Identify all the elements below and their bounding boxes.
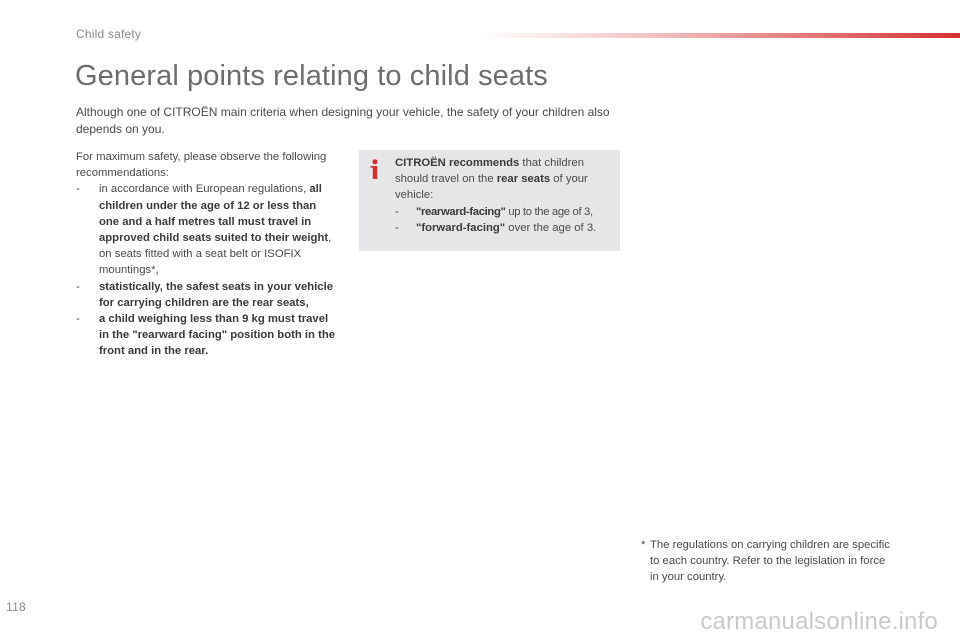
- footnote-text: The regulations on carrying children are specific to each country. Refer to the legislation in force in your country.: [650, 539, 890, 584]
- list-dash: -: [395, 221, 399, 234]
- list-item-bold: "rearward-facing": [416, 205, 506, 218]
- list-item: [395, 204, 617, 220]
- list-item-bold: all children under the age of 12 or less than one and a half metres tall must travel in approved child seats suited to their weight: [99, 183, 329, 245]
- list-item: [76, 279, 338, 311]
- list-dash: -: [76, 280, 80, 293]
- list-item-bold: statistically, the safest seats in your vehicle for carrying children are the rear seats,: [99, 280, 333, 309]
- list-item: [76, 181, 338, 278]
- watermark: carmanualsonline.info: [700, 608, 938, 635]
- footnote-marker: *: [641, 539, 646, 551]
- recommendations-column: [76, 149, 338, 360]
- intro-paragraph: Although one of CITROËN main criteria when designing your vehicle, the safety of your children also depends on you.: [76, 105, 610, 136]
- header-accent-bar: [478, 33, 960, 38]
- list-item-bold: a child weighing less than 9 kg must travel in the "rearward facing" position both in the front and in the rear.: [99, 313, 336, 358]
- list-item-text: , on seats fitted with a seat belt or ISOFIX mountings*,: [99, 232, 332, 277]
- rear-seats-label: rear seats: [496, 173, 551, 186]
- info-box-list: [395, 204, 617, 236]
- list-dash: -: [76, 313, 80, 326]
- list-item: [395, 220, 617, 236]
- list-item-bold: "forward-facing": [416, 221, 506, 234]
- info-box: [359, 150, 620, 251]
- recommendations-list: [76, 181, 338, 359]
- info-text-segment: of your vehicle:: [395, 173, 588, 202]
- info-text-segment: that children should travel on the: [395, 157, 584, 186]
- page-title: General points relating to child seats: [75, 60, 548, 92]
- section-title: Child safety: [76, 27, 142, 41]
- info-icon: [370, 159, 380, 179]
- info-box-paragraph: [395, 155, 617, 204]
- list-item-text: over the age of 3.: [505, 221, 597, 234]
- list-dash: -: [76, 183, 80, 196]
- brand-recommends: CITROËN recommends: [395, 157, 520, 169]
- list-item: [76, 311, 338, 360]
- list-dash: -: [395, 205, 399, 218]
- list-item-text: up to the age of 3,: [505, 205, 593, 218]
- info-box-text: [395, 155, 617, 236]
- list-item-text: in accordance with European regulations,: [99, 183, 307, 196]
- footnote: [641, 537, 891, 586]
- page-number: 118: [6, 600, 27, 614]
- recommendations-lead: For maximum safety, please observe the following recommendations:: [76, 151, 327, 180]
